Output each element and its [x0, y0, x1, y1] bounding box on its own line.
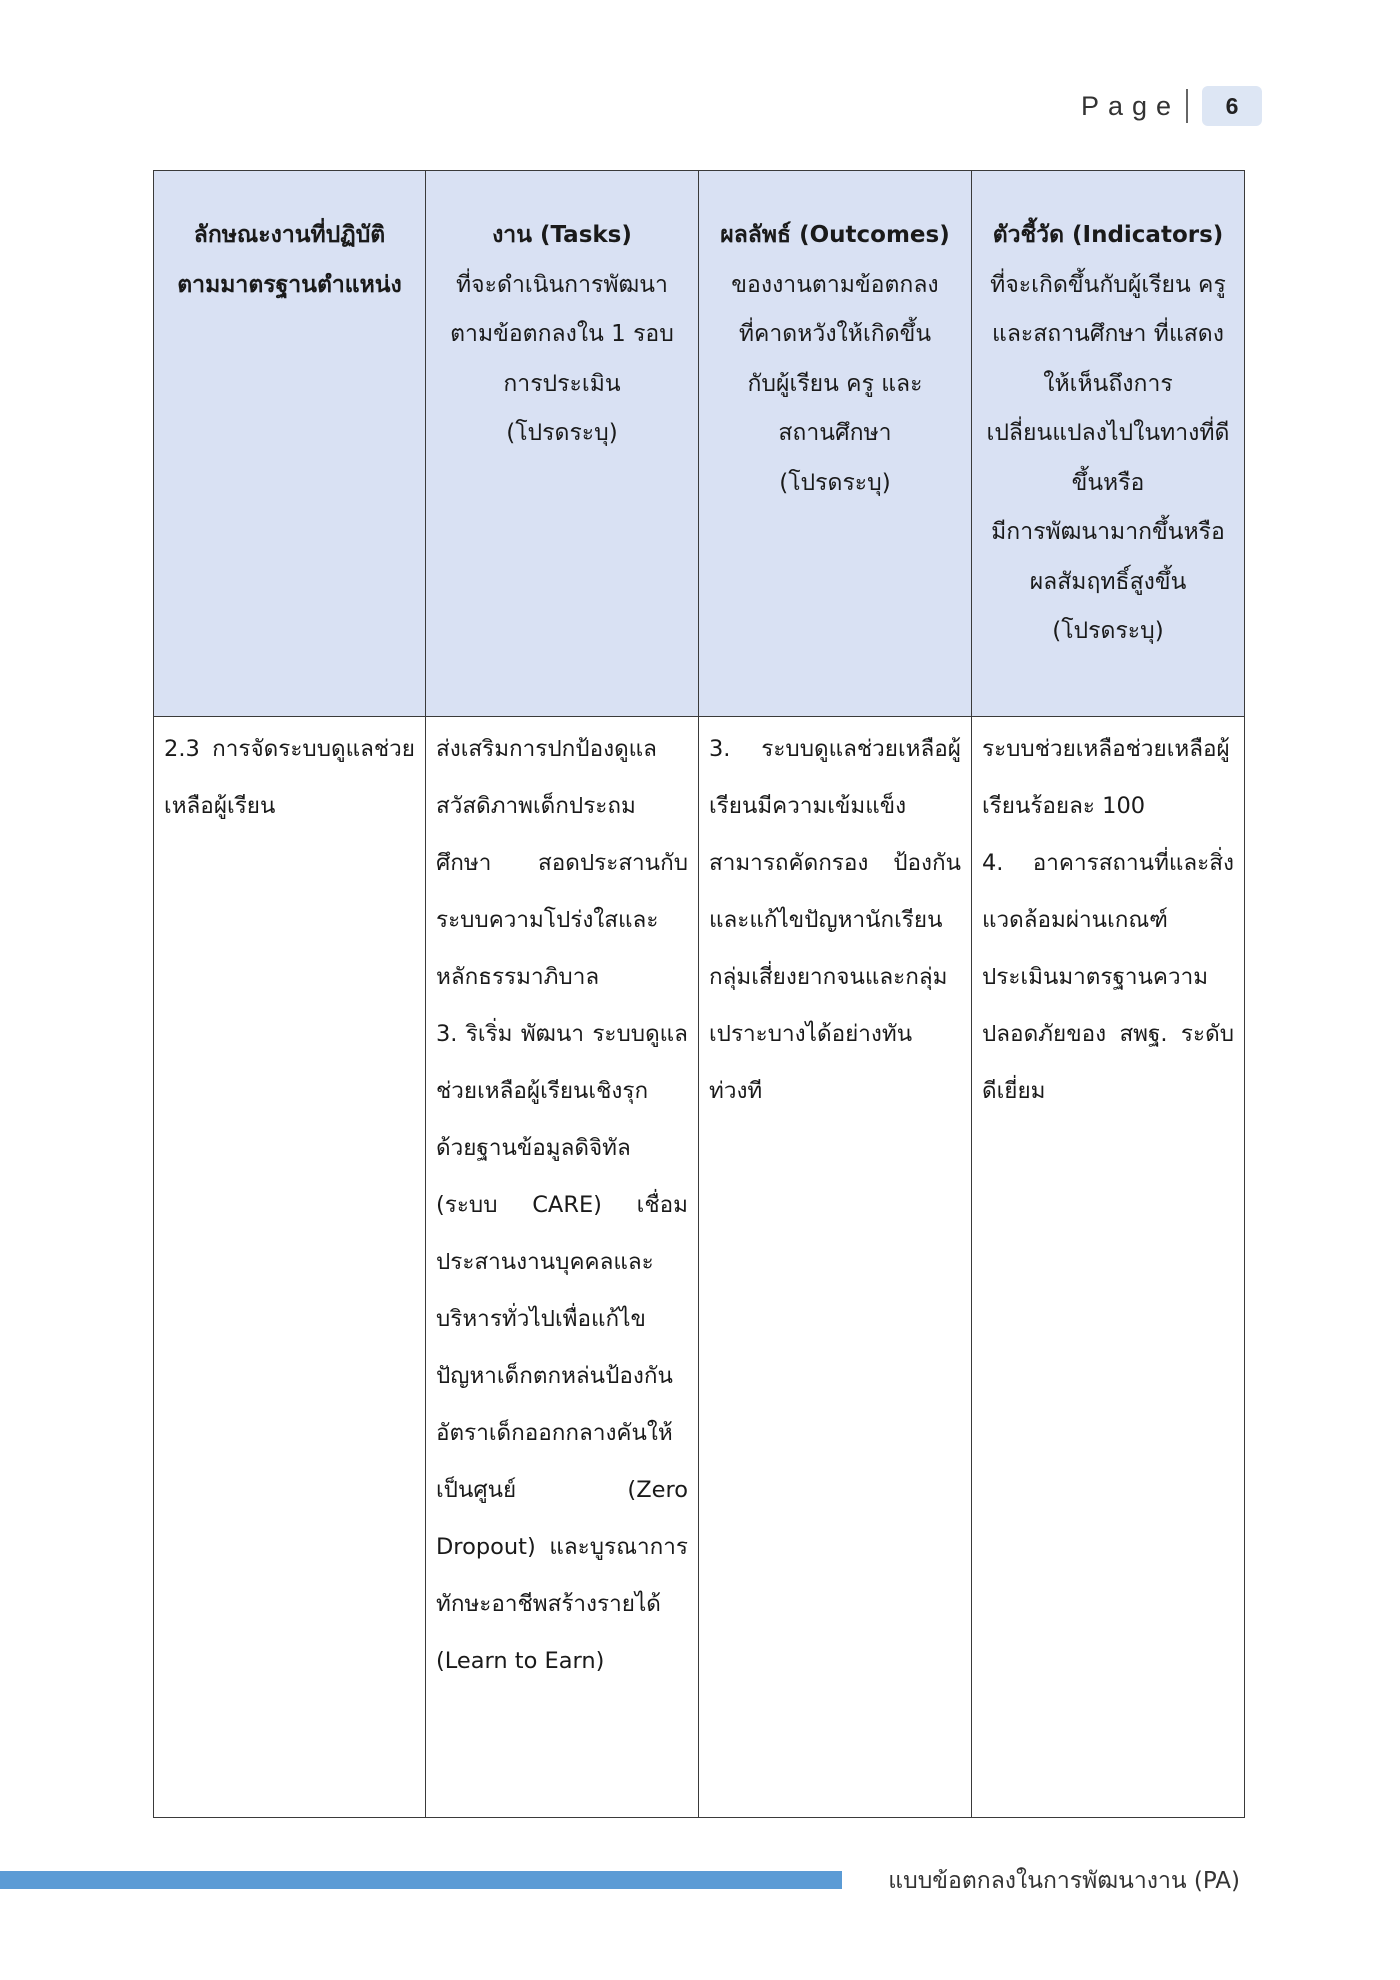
header-desc-line: ผลสัมฤทธิ์สูงขึ้น [1029, 568, 1187, 595]
header-title-line: ตามมาตรฐานตำแหน่ง [177, 271, 402, 298]
header-desc-line: เปลี่ยนแปลงไปในทางที่ดี [986, 420, 1230, 446]
header-title-line: ลักษณะงานที่ปฏิบัติ [193, 222, 386, 248]
header-desc-line: ที่จะดำเนินการพัฒนา [456, 271, 668, 298]
header-outcomes [698, 171, 971, 717]
header-tasks [425, 171, 698, 717]
header-desc-line: มีการพัฒนามากขึ้นหรือ [991, 519, 1225, 545]
header-title-line: งาน (Tasks) [492, 222, 632, 248]
page-label: Page [1080, 90, 1180, 121]
header-desc-line: (โปรดระบุ) [1052, 618, 1164, 644]
cell-paragraph: 4. อาคารสถานที่และสิ่งแวดล้อมผ่านเกณฑ์ประเมินมาตรฐานความปลอดภัยของ สพฐ. ระดับดีเยี่ยม [981, 850, 1234, 1104]
header-desc-line: ตามข้อตกลงใน 1 รอบ [450, 321, 674, 347]
cell-paragraph: 3. ริเริ่ม พัฒนา ระบบดูแลช่วยเหลือผู้เรียนเชิงรุกด้วยฐานข้อมูลดิจิทัล (ระบบ CARE) เชื่อมประสานงานบุคคลและบริหารทั่วไปเพื่อแก้ไขปัญหาเด็กตกหล่นป้องกันอัตราเด็กออกกลางคันให้เป็นศูนย์ (Zero Dropout) และบูรณาการทักษะอาชีพสร้างรายได้ (Learn to Earn) [435, 1021, 688, 1674]
footer-document-title: แบบข้อตกลงในการพัฒนางาน (PA) [888, 1868, 1240, 1894]
header-desc-line: (โปรดระบุ) [779, 469, 891, 496]
cell-paragraph: 2.3 การจัดระบบดูแลช่วยเหลือผู้เรียน [164, 736, 415, 819]
header-desc-line: (โปรดระบุ) [506, 420, 618, 446]
header-desc-line: การประเมิน [503, 370, 621, 397]
cell-outcomes [698, 717, 971, 1818]
cell-tasks [425, 717, 698, 1818]
header-desc-line: สถานศึกษา [778, 420, 892, 446]
header-desc-line: ที่คาดหวังให้เกิดขึ้น [738, 321, 932, 347]
page-number-badge: 6 [1202, 86, 1262, 126]
cell-paragraph: 3. ระบบดูแลช่วยเหลือผู้เรียนมีความเข้มแข็งสามารถคัดกรอง ป้องกันและแก้ไขปัญหานักเรียนกลุ่มเสี่ยงยากจนและกลุ่มเปราะบางได้อย่างทันท่วงที [708, 736, 961, 1104]
header-title-line: ตัวชี้วัด (Indicators) [992, 222, 1224, 248]
page-header [1081, 86, 1262, 126]
header-title-line: ผลลัพธ์ (Outcomes) [720, 222, 950, 248]
header-desc-line: ขึ้นหรือ [1071, 469, 1145, 496]
header-desc-line: ของงานตามข้อตกลง [731, 271, 939, 298]
header-desc-line: และสถานศึกษา ที่แสดง [992, 321, 1224, 347]
cell-indicators [971, 717, 1244, 1818]
header-desc-line: ที่จะเกิดขึ้นกับผู้เรียน ครู [990, 271, 1226, 298]
header-desc-line: ให้เห็นถึงการ [1043, 370, 1173, 397]
cell-paragraph: ระบบช่วยเหลือช่วยเหลือผู้เรียนร้อยละ 100 [981, 736, 1230, 819]
footer-accent-bar [0, 1871, 842, 1889]
cell-paragraph: ส่งเสริมการปกป้องดูแลสวัสดิภาพเด็กประถมศึกษา สอดประสานกับระบบความโปร่งใสและหลักธรรมาภิบาล [435, 736, 688, 990]
pa-agreement-table [153, 170, 1245, 1818]
header-standard [154, 171, 426, 717]
header-indicators [971, 171, 1244, 717]
header-divider [1186, 89, 1188, 123]
table-row [154, 717, 1245, 1818]
header-desc-line: กับผู้เรียน ครู และ [747, 370, 923, 397]
table-header-row [154, 171, 1245, 717]
cell-standard [154, 717, 426, 1818]
